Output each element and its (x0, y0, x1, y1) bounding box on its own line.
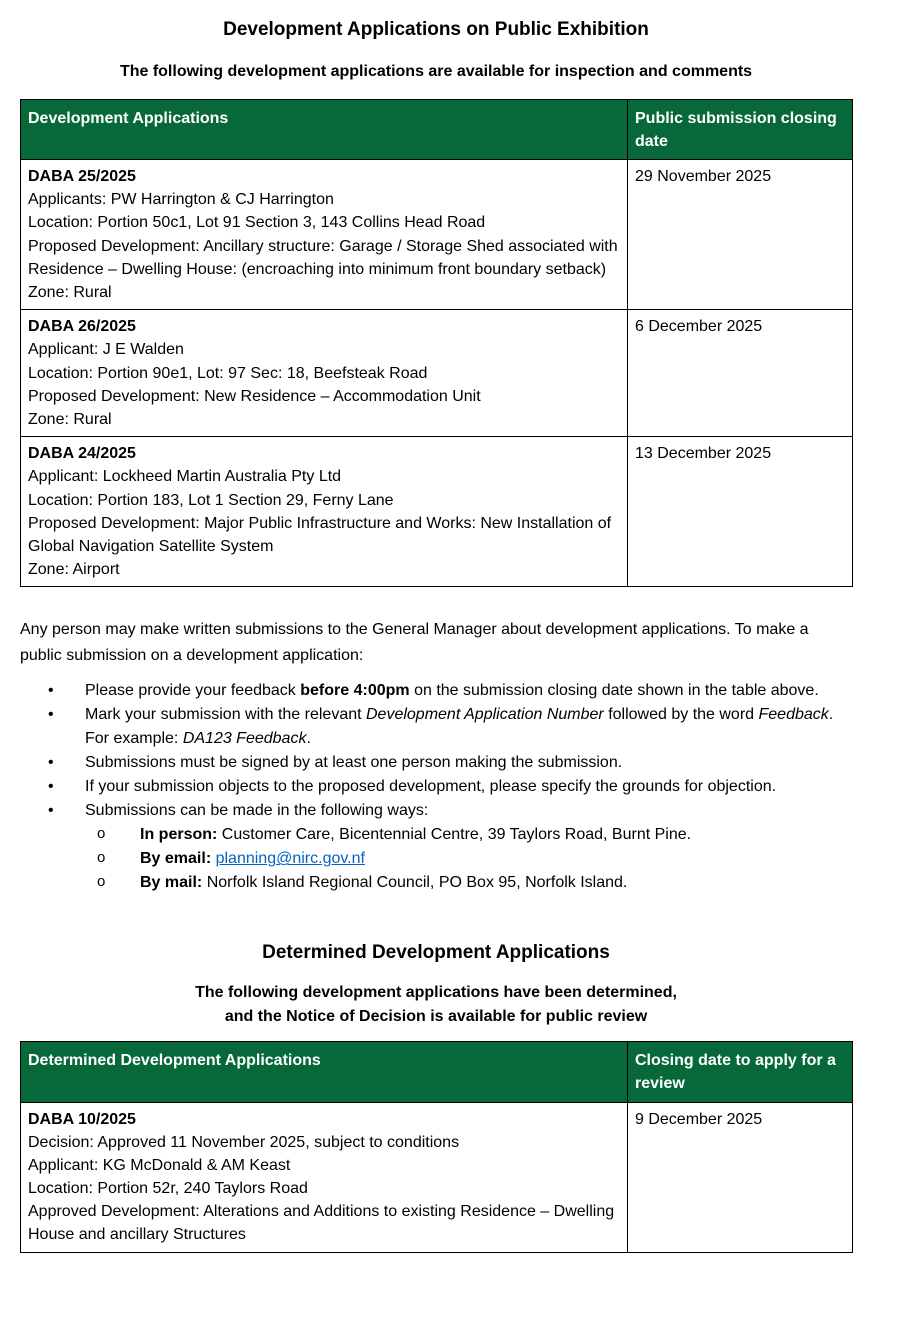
text-segment: followed by the word (603, 706, 759, 724)
exhibition-header-applications: Development Applications (21, 99, 628, 159)
intro-paragraph: Any person may make written submissions to the General Manager about development applications. To make a public submission on a development application: (20, 621, 809, 664)
text-segment: Mark your submission with the relevant (85, 706, 366, 724)
text-segment: If your submission objects to the proposed development, please specify the grounds for objection. (85, 778, 777, 796)
application-zone: Zone: Rural (28, 284, 112, 301)
section2-subtitle-line1: The following development applications have been determined, (195, 984, 677, 1002)
section1-title: Development Applications on Public Exhibition (223, 19, 649, 40)
determined-table-header-row (21, 1042, 853, 1102)
application-cell (21, 160, 628, 310)
application-applicants: Applicant: Lockheed Martin Australia Pty Ltd (28, 468, 342, 486)
bullet-icon: • (48, 778, 54, 796)
application-zone: Zone: Rural (28, 410, 112, 428)
application-number: DABA 26/2025 (28, 318, 136, 336)
text-segment: Submissions must be signed by at least one person making the submission. (85, 754, 623, 772)
application-location: Location: Portion 90e1, Lot: 97 Sec: 18, Beefsteak Road (28, 364, 428, 382)
italic-text: Development Application Number (366, 706, 604, 724)
application-applicants: Applicants: PW Harrington & CJ Harrington (28, 191, 334, 209)
application-applicants: Applicant: J E Walden (28, 341, 184, 359)
bullet-icon: • (48, 682, 54, 700)
italic-text: DA123 Feedback (182, 730, 307, 748)
text-segment: on the submission closing date shown in the table above. (409, 682, 819, 700)
section2-subtitle (20, 981, 852, 1029)
application-zone: Zone: Airport (28, 561, 120, 579)
list-item (20, 775, 852, 799)
email-link[interactable]: planning@nirc.gov.nf (215, 850, 365, 868)
application-number: DABA 24/2025 (28, 445, 136, 463)
bullet-icon: • (48, 706, 54, 724)
circle-bullet-icon: o (97, 873, 106, 891)
text-segment: Please provide your feedback (85, 682, 301, 700)
section1-subtitle: The following development applications are available for inspection and comments (119, 62, 753, 80)
sub-list-item-by-mail (20, 871, 852, 895)
list-item (20, 799, 852, 823)
text-segment: Submissions can be made in the following ways: (85, 802, 429, 820)
application-cell (21, 1102, 628, 1252)
application-proposed-development: Proposed Development: New Residence – Accommodation Unit (28, 387, 481, 405)
bullet-icon: • (48, 802, 54, 820)
application-number: DABA 25/2025 (28, 168, 136, 186)
exhibition-table-header-row (21, 99, 853, 159)
application-approved-development: Approved Development: Alterations and Additions to existing Residence – Dwelling House and ancillary Structures (28, 1203, 615, 1244)
italic-text: Feedback (758, 706, 829, 724)
application-applicants: Applicant: KG McDonald & AM Keast (28, 1156, 291, 1174)
determined-table (20, 1041, 853, 1253)
in-person-text: Customer Care, Bicentennial Centre, 39 Taylors Road, Burnt Pine. (221, 826, 692, 844)
list-item (20, 679, 852, 703)
application-proposed-development: Proposed Development: Ancillary structure: Garage / Storage Shed associated with Residence – Dwelling House: (encroaching into minimum front boundary setback) (28, 237, 618, 278)
in-person-label: In person: (140, 826, 218, 844)
text-segment: . (306, 730, 311, 748)
exhibition-header-closing-date: Public submission closing date (628, 99, 853, 159)
by-mail-text: Norfolk Island Regional Council, PO Box 95, Norfolk Island. (206, 874, 628, 892)
application-cell (21, 437, 628, 587)
application-number: DABA 10/2025 (28, 1110, 136, 1128)
section2-subtitle-line2: and the Notice of Decision is available for public review (224, 1008, 648, 1026)
text-segment: . For example: (85, 706, 834, 748)
list-item (20, 703, 852, 751)
closing-date-cell: 13 December 2025 (628, 437, 853, 587)
sub-list-item-by-email (20, 847, 852, 871)
exhibition-table (20, 99, 853, 588)
application-location: Location: Portion 52r, 240 Taylors Road (28, 1180, 308, 1198)
list-item (20, 751, 852, 775)
bold-text: before 4:00pm (300, 682, 410, 700)
application-cell (21, 310, 628, 437)
determined-header-applications: Determined Development Applications (21, 1042, 628, 1102)
section2-title: Determined Development Applications (262, 942, 610, 964)
application-proposed-development: Proposed Development: Major Public Infrastructure and Works: New Installation of Global Navigation Satellite System (28, 514, 612, 555)
circle-bullet-icon: o (97, 849, 106, 867)
table-row (21, 1102, 853, 1252)
closing-date-cell: 29 November 2025 (628, 160, 853, 310)
closing-date-cell: 9 December 2025 (628, 1102, 853, 1252)
by-email-label: By email: (140, 850, 212, 868)
circle-bullet-icon: o (97, 825, 106, 843)
by-mail-label: By mail: (140, 874, 203, 892)
submission-instructions-list (20, 679, 852, 895)
determined-header-closing-date: Closing date to apply for a review (628, 1042, 853, 1102)
sub-list-item-in-person (20, 823, 852, 847)
table-row (21, 160, 853, 310)
application-location: Location: Portion 183, Lot 1 Section 29, Ferny Lane (28, 491, 394, 509)
application-decision: Decision: Approved 11 November 2025, subject to conditions (28, 1133, 460, 1151)
bullet-icon: • (48, 754, 54, 772)
closing-date-cell: 6 December 2025 (628, 310, 853, 437)
table-row (21, 310, 853, 437)
table-row (21, 437, 853, 587)
application-location: Location: Portion 50c1, Lot 91 Section 3, 143 Collins Head Road (28, 214, 486, 232)
